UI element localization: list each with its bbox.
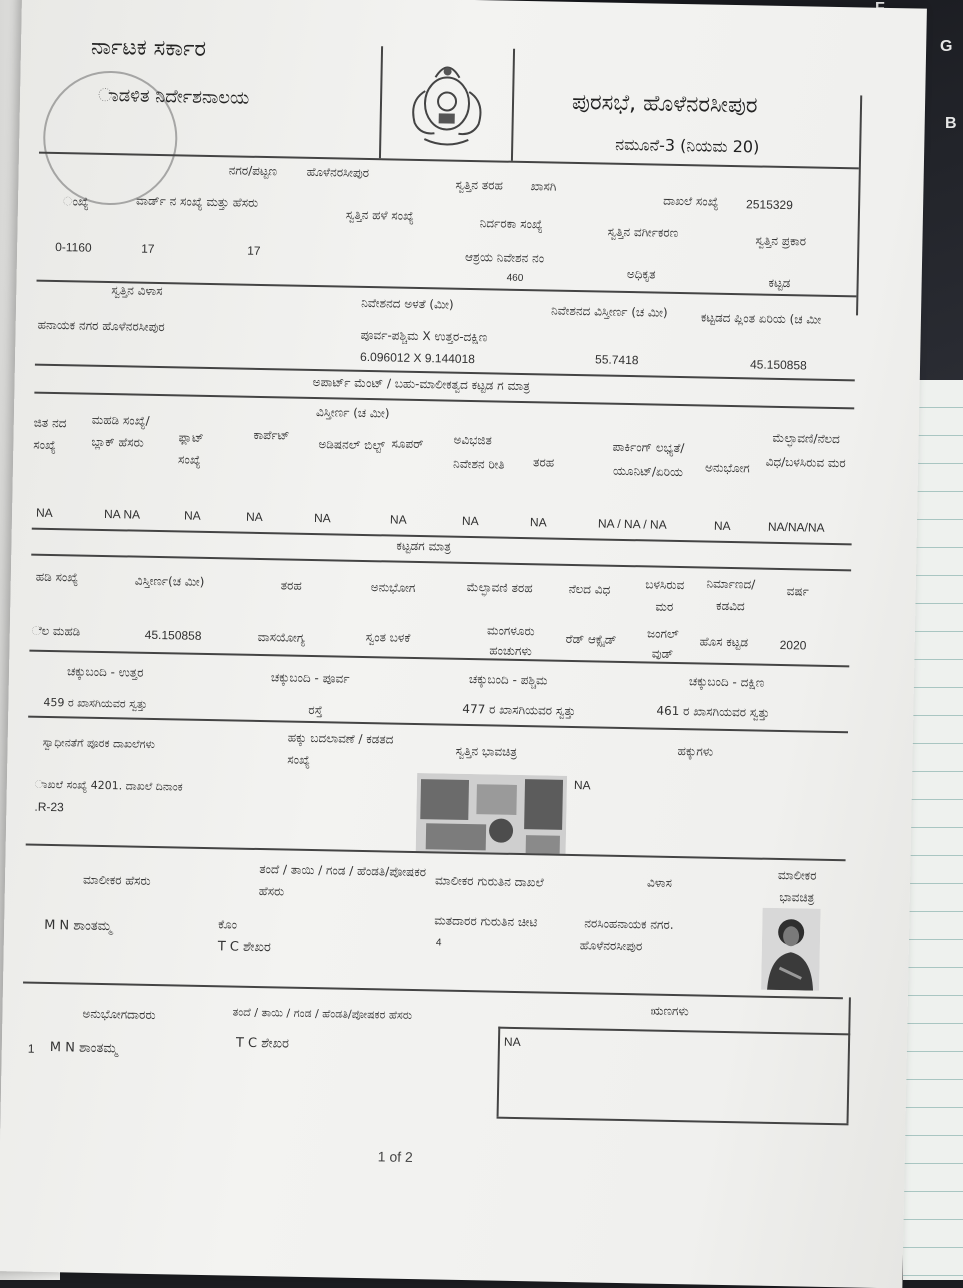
apartment-col-floor: ಮಹಡಿ ಸಂಖ್ಯೆ/ಬ್ಲಾಕ್ ಹೆಸರು [91, 412, 150, 450]
entry-line-2: .R-23 [34, 799, 64, 815]
dimensions-heading: ಪೂರ್ವ-ಪಶ್ಚಿಮ X ಉತ್ತರ-ದಕ್ಷಿಣ [360, 327, 488, 345]
dimensions-label: ನಿವೇಶನದ ಅಳತೆ (ಮೀ) [361, 295, 454, 312]
ashraya-value: 460 [506, 272, 524, 284]
boundary-south-label: ಚಕ್ಕುಬಂದಿ - ದಕ್ಷಿಣ [688, 674, 765, 690]
building-col-area: ವಿಸ್ತೀರ್ಣ(ಚ ಮೀ) [134, 573, 205, 589]
ward-label: ವಾರ್ಡ್ ನ ಸಂಖ್ಯೆ ಮತ್ತು ಹೆಸರು [135, 193, 259, 210]
town-value: ಹೊಳೆನರಸೀಪುರ [306, 164, 370, 181]
occupant-name-value: M N ಶಾಂತಮ್ಮ [49, 1040, 118, 1057]
rights-label: ಹಕ್ಕುಗಳು [677, 744, 714, 759]
divider [379, 46, 383, 158]
owner-photo-label: ಮಾಲೀಕರ ಭಾವಚಿತ್ರ [777, 867, 817, 905]
property-photo-na: NA [573, 778, 591, 793]
divider [497, 1117, 849, 1125]
entry-line: ಾಖಲೆ ಸಂಖ್ಯೆ 4201. ದಾಖಲೆ ದಿನಾಂಕ [34, 777, 183, 794]
site-area-value: 55.7418 [594, 352, 639, 368]
state-emblem-icon [394, 51, 500, 153]
entry-number-value: 2515329 [745, 197, 793, 213]
transfer-file-label: ಹಕ್ಕು ಬದಲಾವಣೆ / ಕಡತದ ಸಂಖ್ಯೆ [287, 730, 394, 767]
property-type-value: ಖಾಸಗಿ [530, 179, 557, 194]
apartment-value-site-no: NA [35, 505, 53, 520]
boundary-west-label: ಚಕ್ಕುಬಂದಿ - ಪಶ್ಚಿಮ [468, 672, 548, 688]
owner-address-value-2: ಹೊಳೆನರಸೀಪುರ [579, 938, 643, 954]
divider [23, 982, 843, 999]
owner-name-value: M N ಶಾಂತಮ್ಮ [44, 917, 112, 935]
building-col-construction: ನಿರ್ಮಾಣದ/ ಕಡವಿದ [706, 576, 756, 614]
voter-id-value: 4 [435, 937, 442, 949]
divider [511, 49, 515, 161]
dimensions-value: 6.096012 X 9.144018 [359, 349, 476, 367]
header-govt-title: ರ್ನಾಟಕ ಸರ್ಕಾರ [90, 34, 207, 62]
header-form-number: ನಮೂನೆ-3 (ನಿಯಮ 20) [615, 134, 760, 157]
owner-relation-label: ತಂದೆ / ತಾಯಿ / ಗಂಡ / ಹೆಂಡತಿ/ಪೋಷಕರ ಹೆಸರು [258, 862, 427, 899]
classification-label: ಸ್ವತ್ತಿನ ವರ್ಗೀಕರಣ [607, 224, 679, 240]
key-b-label: B [945, 115, 957, 132]
liabilities-value: NA [503, 1034, 521, 1050]
owner-id-label: ಮಾಲೀಕರ ಗುರುತಿನ ದಾಖಲೆ [434, 873, 544, 890]
old-number-value: 17 [247, 243, 261, 258]
building-section-title: ಕಟ್ಟಡಗ ಮಾತ್ರ [396, 538, 452, 554]
apartment-section-title: ಅಪಾರ್ಟ್ ಮೆಂಟ್ / ಬಹು-ಮಾಲೀಕತ್ವದ ಕಟ್ಟಡ ಗ ಮಾತ್ರ [312, 374, 531, 394]
plinth-area-value: 45.150858 [749, 357, 807, 373]
apartment-col-carpet: ಕಾರ್ಪೆಟ್ [253, 427, 290, 443]
owner-name-label: ಮಾಲೀಕರ ಹೆಸರು [82, 872, 151, 888]
town-label: ನಗರ/ಪಟ್ಟಣ [228, 163, 278, 179]
key-g-label: G [940, 38, 953, 55]
divider [34, 392, 854, 409]
building-value-type: ವಾಸಯೋಗ್ಯ [257, 629, 306, 645]
ward-value: 17 [141, 241, 155, 256]
occupant-index: 1 [27, 1041, 35, 1056]
apartment-col-flat: ಫ್ಲಾಟ್ ಸಂಖ್ಯೆ [177, 430, 204, 467]
apartment-area-group-label: ವಿಸ್ತೀರ್ಣ (ಚ ಮೀ) [315, 405, 390, 421]
owner-address-value-1: ನರಸಿಂಹನಾಯಕ ನಗರ. [584, 916, 674, 932]
site-area-label: ನಿವೇಶನದ ವಿಸ್ತೀರ್ಣ (ಚ ಮೀ) [550, 303, 668, 320]
occupant-relation-value: T C ಶೇಖರ [235, 1035, 290, 1052]
liabilities-label: ಋಣಗಳು [650, 1003, 689, 1019]
divider [29, 650, 849, 667]
divider [498, 1027, 850, 1035]
property-kind-value: ಕಟ್ಟಡ [768, 275, 791, 291]
apartment-col-parking: ಪಾರ್ಕಿಂಗ್ ಲಭ್ಯತೆ/ಯೂನಿಟ್/ಏರಿಯ [612, 439, 685, 480]
building-value-construction: ಹೊಸ ಕಟ್ಟಡ [699, 634, 749, 650]
number-label: ಂಖ್ಯೆ [62, 194, 89, 209]
apartment-col-roof: ಮೆಲ್ಛಾವಣಿ/ನೆಲದ ವಿಧ/ಬಳಸಿರುವ ಮರ [765, 430, 846, 471]
building-value-area: 45.150858 [144, 627, 202, 643]
apartment-value-flat: NA [183, 508, 201, 523]
entry-number-label: ದಾಖಲೆ ಸಂಖ್ಯೆ [663, 193, 719, 209]
owner-relation-prefix: ಕೊಂ [218, 917, 238, 932]
apartment-value-carpet: NA [245, 509, 263, 525]
apartment-col-additional: ಅಡಿಷನಲ್ ಬಿಲ್ಟ್ [318, 437, 385, 453]
number-value: 0-1160 [55, 239, 92, 255]
apartment-col-super: ಸೂಪರ್ [391, 436, 424, 452]
occupant-relation-label: ತಂದೆ / ತಾಯಿ / ಗಂಡ / ಹೆಂಡತಿ/ಪೋಷಕರ ಹೆಸರು [232, 1005, 413, 1022]
boundary-west-value: 477 ರ ಖಾಸಗಿಯವರ ಸ್ವತ್ತು [462, 701, 576, 719]
voter-id-label: ಮತದಾರರ ಗುರುತಿನ ಚೀಟಿ [434, 913, 538, 930]
apartment-value-usage: NA [713, 518, 731, 534]
boundary-north-label: ಚಕ್ಕುಬಂದಿ - ಉತ್ತರ [66, 664, 144, 680]
owner-photo [761, 908, 821, 991]
building-col-wood: ಬಳಸಿರುವ ಮರ [645, 577, 685, 614]
building-col-floor-type: ನೆಲದ ವಿಧ [568, 581, 611, 597]
divider [847, 997, 851, 1123]
survey-number-label: ನಿರ್ದರಕಾ ಸಂಖ್ಯೆ [479, 216, 543, 232]
occupant-label: ಅನುಭೋಗದಾರರು [82, 1006, 156, 1023]
boundary-east-value: ರಸ್ತೆ [308, 702, 323, 718]
apartment-value-floor: NA NA [103, 506, 141, 522]
building-value-year: 2020 [779, 637, 807, 653]
building-col-floor: ಹಡಿ ಸಂಖ್ಯೆ [35, 569, 79, 585]
building-value-floor: ೆಲ ಮಹಡಿ [31, 623, 81, 639]
owner-address-label: ವಿಳಾಸ [646, 875, 673, 890]
apartment-col-site-no: ಜಿತ ನದ ಸಂಖ್ಯೆ [33, 415, 67, 453]
supporting-docs-label: ಸ್ವಾಧೀನತೆಗೆ ಪೂರಕ ದಾಖಲೆಗಳು [42, 735, 156, 752]
building-value-wood: ಜಂಗಲ್ ವುಡ್ [646, 626, 679, 661]
classification-value: ಅಧಿಕೃತ [626, 266, 656, 282]
building-value-roof: ಮಂಗಳೂರು ಹಂಚುಗಳು [486, 623, 535, 659]
property-type-label: ಸ್ವತ್ತಿನ ತರಹ [455, 177, 503, 193]
divider [31, 554, 851, 571]
building-value-floor-type: ರೆಡ್ ಆಕ್ಸೈಡ್ [565, 631, 617, 647]
apartment-col-usage: ಅನುಭೋಗ [704, 460, 750, 476]
divider [856, 95, 862, 315]
owner-relation-value: T C ಶೇಖರ [217, 939, 271, 956]
apartment-value-super: NA [389, 512, 407, 527]
page-number: 1 of 2 [377, 1148, 413, 1166]
ashraya-label: ಆಶ್ರಯ ನಿವೇಶನ ನಂ [464, 249, 545, 266]
apartment-value-parking: NA / NA / NA [597, 516, 667, 532]
old-number-label: ಸ್ವತ್ತಿನ ಹಳೆ ಸಂಖ್ಯೆ [345, 207, 415, 223]
property-photo-label: ಸ್ವತ್ತಿನ ಭಾವಚಿತ್ರ [455, 743, 518, 759]
building-col-year: ವರ್ಷ [786, 584, 809, 599]
boundary-north-value: 459 ರ ಖಾಸಗಿಯವರ ಸ್ವತ್ತು [43, 695, 148, 711]
header-municipality: ಪುರಸಭೆ, ಹೊಳೆನರಸೀಪುರ [571, 89, 758, 119]
header-directorate: ಾಡಳಿತ ನಿರ್ದೇಶನಾಲಯ [97, 84, 250, 109]
address-value: ಹನಾಯಕ ನಗರ ಹೊಳೆನರಸೀಪುರ [37, 317, 165, 335]
building-value-usage: ಸ್ವಂತ ಬಳಕೆ [365, 630, 411, 645]
address-label: ಸ್ವತ್ತಿನ ವಿಳಾಸ [111, 283, 163, 299]
building-col-type: ತರಹ [280, 578, 302, 593]
divider [497, 1027, 500, 1117]
apartment-value-roof: NA/NA/NA [767, 519, 825, 535]
apartment-col-undivided: ಅವಿಭಜಿತ ನಿವೇಶನ ರೀತಿ [452, 432, 505, 472]
boundary-east-label: ಚಕ್ಕುಬಂದಿ - ಪೂರ್ವ [270, 670, 350, 686]
boundary-south-value: 461 ರ ಖಾಸಗಿಯವರ ಸ್ವತ್ತು [656, 703, 770, 720]
apartment-value-additional: NA [313, 511, 331, 526]
property-photo [416, 773, 568, 856]
building-col-usage: ಅನುಭೋಗ [370, 580, 416, 595]
plinth-area-label: ಕಟ್ಟಡದ ಪ್ಲಿಂತ ಏರಿಯ (ಚ ಮೀ [700, 310, 822, 327]
apartment-value-undivided: NA [461, 513, 479, 529]
apartment-value-type: NA [529, 515, 547, 530]
property-kind-label: ಸ್ವತ್ತಿನ ಪ್ರಕಾರ [755, 233, 807, 249]
building-col-roof: ಮೆಲ್ಛಾವಣಿ ತರಹ [466, 579, 533, 596]
apartment-col-type: ತರಹ [533, 455, 555, 470]
